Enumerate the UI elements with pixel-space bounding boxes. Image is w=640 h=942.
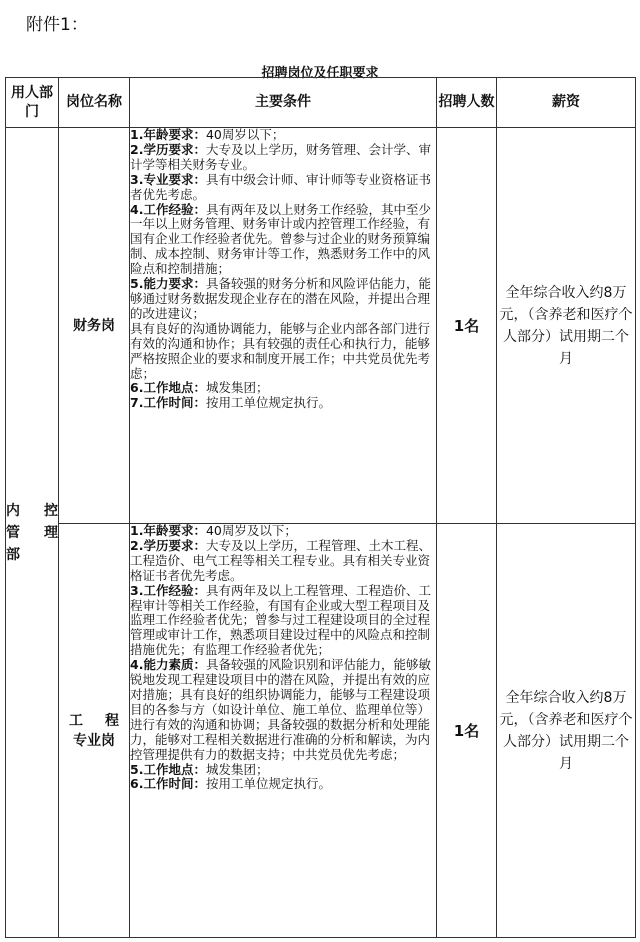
department-cell [6, 128, 59, 938]
dept-char: 内 [6, 502, 20, 519]
condition-item: 3.专业要求：具有中级会计师、审计师等专业资格证书者优先考虑。 [130, 171, 431, 202]
condition-item: 1.年龄要求：40周岁及以下； [130, 523, 297, 538]
header-position: 岗位名称 [59, 78, 130, 128]
header-dept: 用人部门 [6, 78, 59, 128]
header-conditions: 主要条件 [130, 78, 437, 128]
condition-item: 4.能力素质：具备较强的风险识别和评估能力，能够敏锐地发现工程建设项目中的潜在风险，并提出有效的应对措施；具有良好的组织协调能力，能够与工程建设项目的各参与方（如设计单位、施工单位、监理单位等）进行有效的沟通和协调；具备较强的数据分析和处理能力，能够对工程相关数据进行准确的分析和解读，为内控管理提供有力的数据支持；中共党员优先考虑； [130, 657, 431, 762]
conditions-cell [130, 524, 437, 938]
dept-char: 管 [6, 524, 20, 541]
position-char: 程 [105, 712, 119, 729]
condition-item: 6.工作时间：按用工单位规定执行。 [130, 776, 331, 792]
recruitment-table [5, 77, 636, 938]
position-cell: 财务岗 [59, 128, 130, 524]
condition-item: 4.工作经验：具有两年及以上财务工作经验，其中至少一年以上财务管理、财务审计或内控管理工作经验，有国有企业工作经验者优先。曾参与过企业的财务预算编制、成本控制、财务审计等工作，熟悉财务工作中的风险点和控制措施； [130, 201, 431, 277]
condition-item: 5.能力要求：具备较强的财务分析和风险评估能力，能够通过财务数据发现企业存在的潜在风险，并提出合理的改进建议； [130, 276, 431, 321]
salary-cell: 全年综合收入约8万元，（含养老和医疗个人部分）试用期二个月 [497, 128, 636, 524]
condition-item: 2.学历要求：大专及以上学历，工程管理、土木工程、工程造价、电气工程等相关工程专业。具有相关专业资格证书者优先考虑。 [130, 537, 431, 583]
table-header-row [6, 78, 636, 128]
dept-char: 部 [6, 546, 20, 563]
condition-item: 6.工作地点：城发集团； [130, 380, 269, 396]
condition-item: 5.工作地点：城发集团； [130, 761, 269, 777]
attachment-label: 附件1： [26, 15, 88, 35]
condition-item: 7.工作时间：按用工单位规定执行。 [130, 395, 331, 411]
conditions-cell [130, 128, 437, 524]
position-cell [59, 524, 130, 938]
dept-char: 控 [44, 502, 58, 519]
header-count: 招聘人数 [437, 78, 497, 128]
table-row [6, 524, 636, 938]
header-salary: 薪资 [497, 78, 636, 128]
condition-item: 具有良好的沟通协调能力，能够与企业内部各部门进行有效的沟通和协作；具有较强的责任心和执行力，能够严格按照企业的要求和制度开展工作；中共党员优先考虑； [130, 320, 431, 381]
count-cell: 1名 [437, 128, 497, 524]
dept-char: 理 [44, 524, 58, 541]
position-char: 工 [69, 712, 83, 729]
condition-item: 2.学历要求：大专及以上学历，财务管理、会计学、审计学等相关财务专业。 [130, 141, 431, 172]
salary-cell: 全年综合收入约8万元，（含养老和医疗个人部分）试用期二个月 [497, 524, 636, 938]
table-row [6, 128, 636, 524]
count-cell: 1名 [437, 524, 497, 938]
position-line: 专业岗 [73, 732, 115, 749]
condition-item: 1.年龄要求：40周岁以下； [130, 127, 285, 142]
condition-item: 3.工作经验：具有两年及以上工程管理、工程造价、工程审计等相关工作经验，有国有企业或大型工程项目及监理工作经验者优先；曾参与过工程建设项目的全过程管理或审计工作，熟悉项目建设过程中的风险点和控制措施优先；有监理工作经验者优先； [130, 582, 431, 658]
document-title: 招聘岗位及任职要求 [261, 66, 379, 81]
